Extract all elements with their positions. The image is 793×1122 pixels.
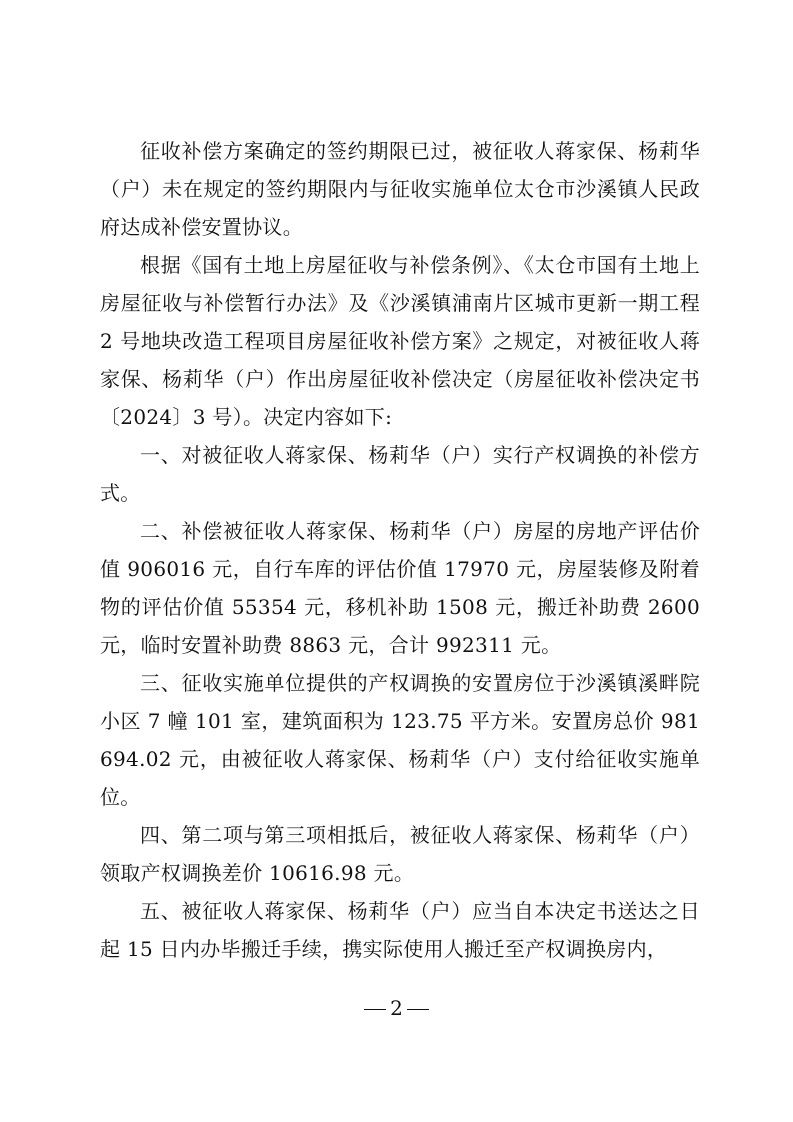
paragraph-item-4-price-difference: 四、第二项与第三项相抵后，被征收人蒋家保、杨莉华（户）领取产权调换差价 10616.98 元。 [100, 823, 700, 885]
footer-dash-left [364, 1009, 386, 1010]
paragraph-signing-deadline: 征收补偿方案确定的签约期限已过，被征收人蒋家保、杨莉华（户）未在规定的签约期限内与征收实施单位太仓市沙溪镇人民政府达成补偿安置协议。 [100, 139, 700, 239]
footer-dash-right [407, 1009, 429, 1010]
paragraph-item-2-compensation-amounts: 二、补偿被征收人蒋家保、杨莉华（户）房屋的房地产评估价值 906016 元，自行车库的评估价值 17970 元，房屋装修及附着物的评估价值 55354 元，移机补助 1508 元，搬迁补助费 2600 元，临时安置补助费 8863 元，合计 992311 元。 [100, 519, 700, 657]
page-number: 2 [390, 996, 403, 1020]
page-footer [0, 996, 793, 1020]
paragraph-legal-basis: 根据《国有土地上房屋征收与补偿条例》、《太仓市国有土地上房屋征收与补偿暂行办法》及《沙溪镇浦南片区城市更新一期工程 2 号地块改造工程项目房屋征收补偿方案》之规定，对被征收人蒋家保、杨莉华（户）作出房屋征收补偿决定（房屋征收补偿决定书〔2024〕3 号）。决定内容如下: [100, 253, 700, 429]
document-body [100, 132, 700, 968]
paragraph-item-3-resettlement-house: 三、征收实施单位提供的产权调换的安置房位于沙溪镇溪畔院小区 7 幢 101 室，建筑面积为 123.75 平方米。安置房总价 981694.02 元，由被征收人蒋家保、杨莉华（户）支付给征收实施单位。 [100, 671, 700, 809]
paragraph-item-5-relocation: 五、被征收人蒋家保、杨莉华（户）应当自本决定书送达之日起 15 日内办毕搬迁手续，携实际使用人搬迁至产权调换房内， [100, 899, 700, 961]
paragraph-item-1-compensation-method: 一、对被征收人蒋家保、杨莉华（户）实行产权调换的补偿方式。 [100, 443, 700, 505]
